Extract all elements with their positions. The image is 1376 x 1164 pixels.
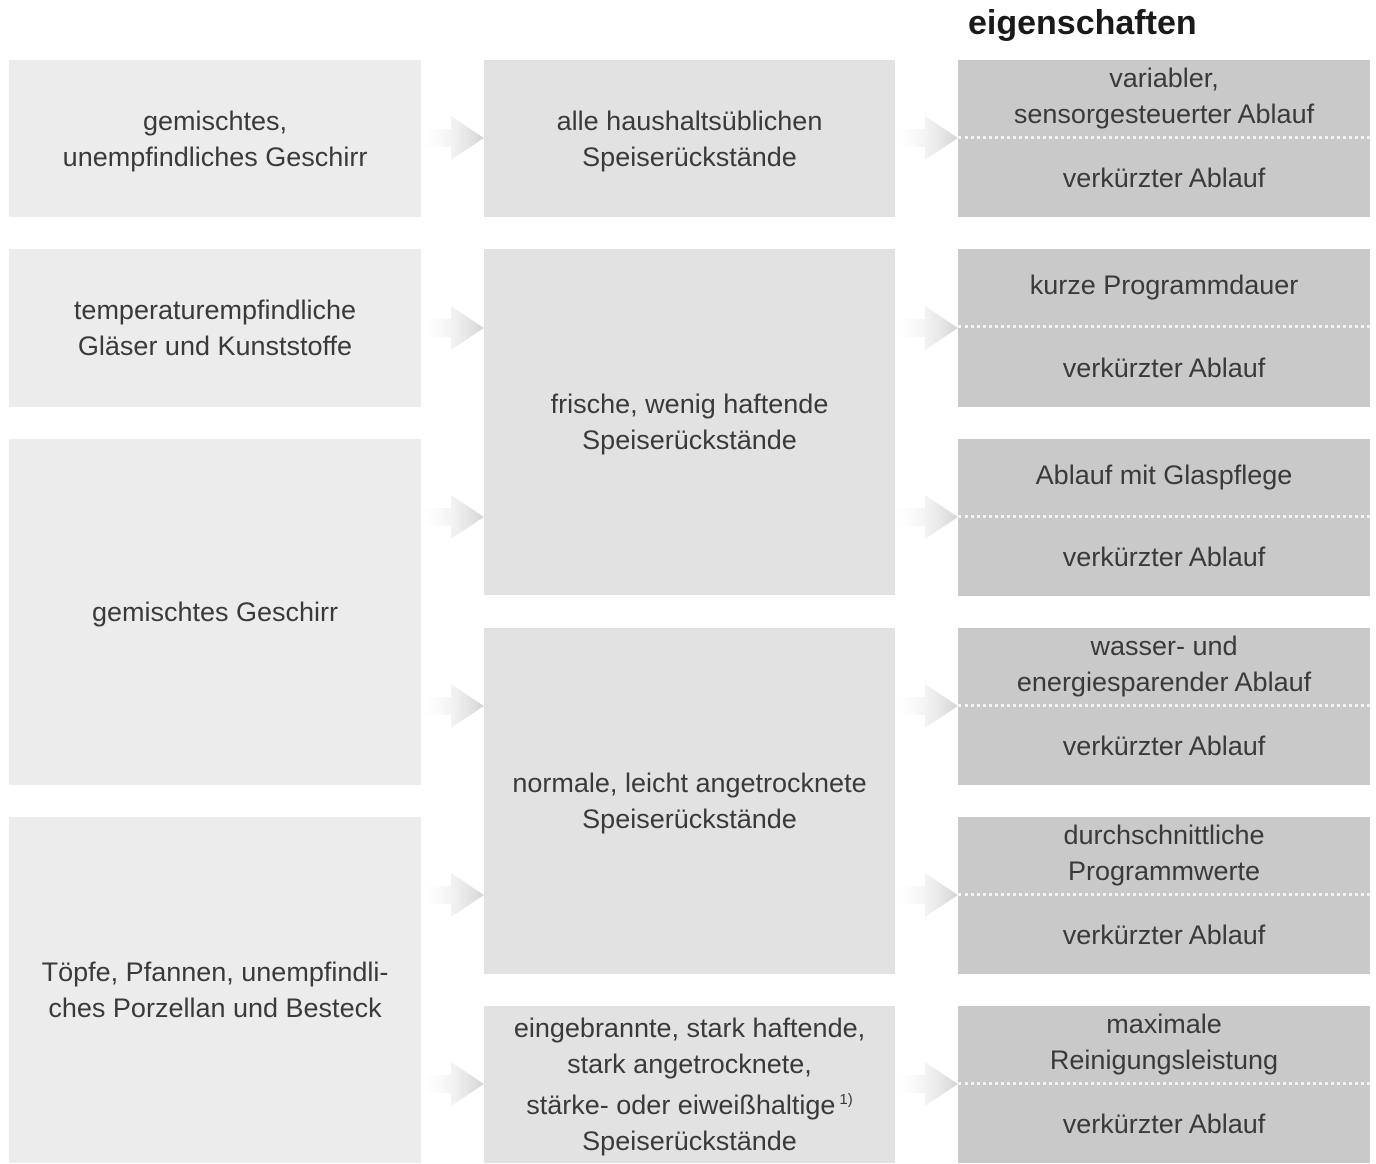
program-property-main [958, 60, 1370, 139]
program-property-alt: verkürzter Ablauf [1062, 541, 1266, 572]
program-property-text: Reinigungsleistung [1049, 1044, 1279, 1075]
arrow-right-icon [895, 870, 959, 920]
arrow-right-icon [895, 1059, 959, 1109]
arrow-right-icon [895, 492, 959, 542]
dish-type-text: gemischtes, [142, 105, 288, 136]
arrow-right-icon [895, 113, 959, 163]
dish-type-text: Töpfe, Pfannen, unempfindli- [41, 957, 389, 987]
soil-type-text: alle haushaltsüblichen [556, 105, 823, 136]
program-property-main [958, 1006, 1370, 1085]
arrow-right-icon [421, 303, 485, 353]
dish-type-text: unempfindliches Geschirr [62, 141, 368, 172]
program-property-text: maximale [1106, 1008, 1222, 1039]
soil-type-text: Speiserückstände [582, 425, 797, 455]
dish-type-box [9, 60, 421, 217]
program-property-main [958, 439, 1370, 518]
soil-type-text: frische, wenig haftende [550, 389, 829, 419]
soil-type-text: normale, leicht angetrocknete [512, 768, 867, 798]
program-property-text: kurze Programmdauer [1029, 270, 1299, 300]
program-property-box [958, 60, 1370, 217]
arrow-right-icon [895, 681, 959, 731]
soil-type-text: Speiserückstände [582, 804, 797, 834]
dish-type-text: ches Porzellan und Besteck [48, 993, 382, 1023]
program-property-text: durchschnittliche [1063, 819, 1265, 850]
soil-type-box [484, 1006, 895, 1163]
soil-type-text: Speiserückstände [582, 1126, 797, 1156]
arrow-right-icon [421, 1059, 485, 1109]
program-property-alt: verkürzter Ablauf [1062, 730, 1266, 761]
program-property-box [958, 439, 1370, 596]
soil-type-box [484, 628, 895, 974]
program-property-box [958, 628, 1370, 785]
soil-type-text: eingebrannte, stark haftende, [513, 1013, 866, 1043]
column-header: eigenschaften [968, 4, 1197, 42]
arrow-right-icon [895, 303, 959, 353]
program-property-box [958, 817, 1370, 974]
dish-type-text: Gläser und Kunststoffe [77, 331, 353, 361]
arrow-right-icon [421, 492, 485, 542]
soil-type-text: Speiserückstände [582, 141, 797, 172]
program-property-text: sensorgesteuerter Ablauf [1013, 98, 1315, 129]
arrow-right-icon [421, 113, 485, 163]
program-property-alt: verkürzter Ablauf [1062, 1108, 1266, 1139]
dish-type-text: temperaturempfindliche [73, 295, 357, 325]
program-property-text: Ablauf mit Glaspflege [1035, 459, 1293, 490]
program-property-alt: verkürzter Ablauf [1062, 919, 1266, 950]
dish-type-box [9, 249, 421, 407]
program-property-text: energiesparender Ablauf [1016, 666, 1312, 697]
footnote-marker: 1) [839, 1091, 853, 1108]
arrow-right-icon [421, 681, 485, 731]
program-property-box [958, 1006, 1370, 1163]
program-property-box [958, 249, 1370, 407]
dish-type-text: gemischtes Geschirr [91, 597, 339, 627]
program-property-alt: verkürzter Ablauf [1062, 162, 1266, 193]
program-property-text: variabler, [1109, 62, 1219, 93]
soil-type-text: stark angetrocknete, [567, 1049, 812, 1079]
program-property-text: Programmwerte [1067, 855, 1261, 886]
arrow-right-icon [421, 870, 485, 920]
soil-type-text [526, 1082, 853, 1123]
program-property-main [958, 817, 1370, 896]
program-property-main [958, 628, 1370, 707]
program-property-main [958, 249, 1370, 328]
program-property-text: wasser- und [1090, 630, 1238, 661]
dish-type-box [9, 439, 421, 785]
dish-type-box [9, 817, 421, 1163]
soil-type-text-part: stärke- oder eiweißhaltige [526, 1090, 836, 1120]
program-property-alt: verkürzter Ablauf [1062, 352, 1266, 383]
soil-type-box [484, 249, 895, 595]
soil-type-box [484, 60, 895, 217]
